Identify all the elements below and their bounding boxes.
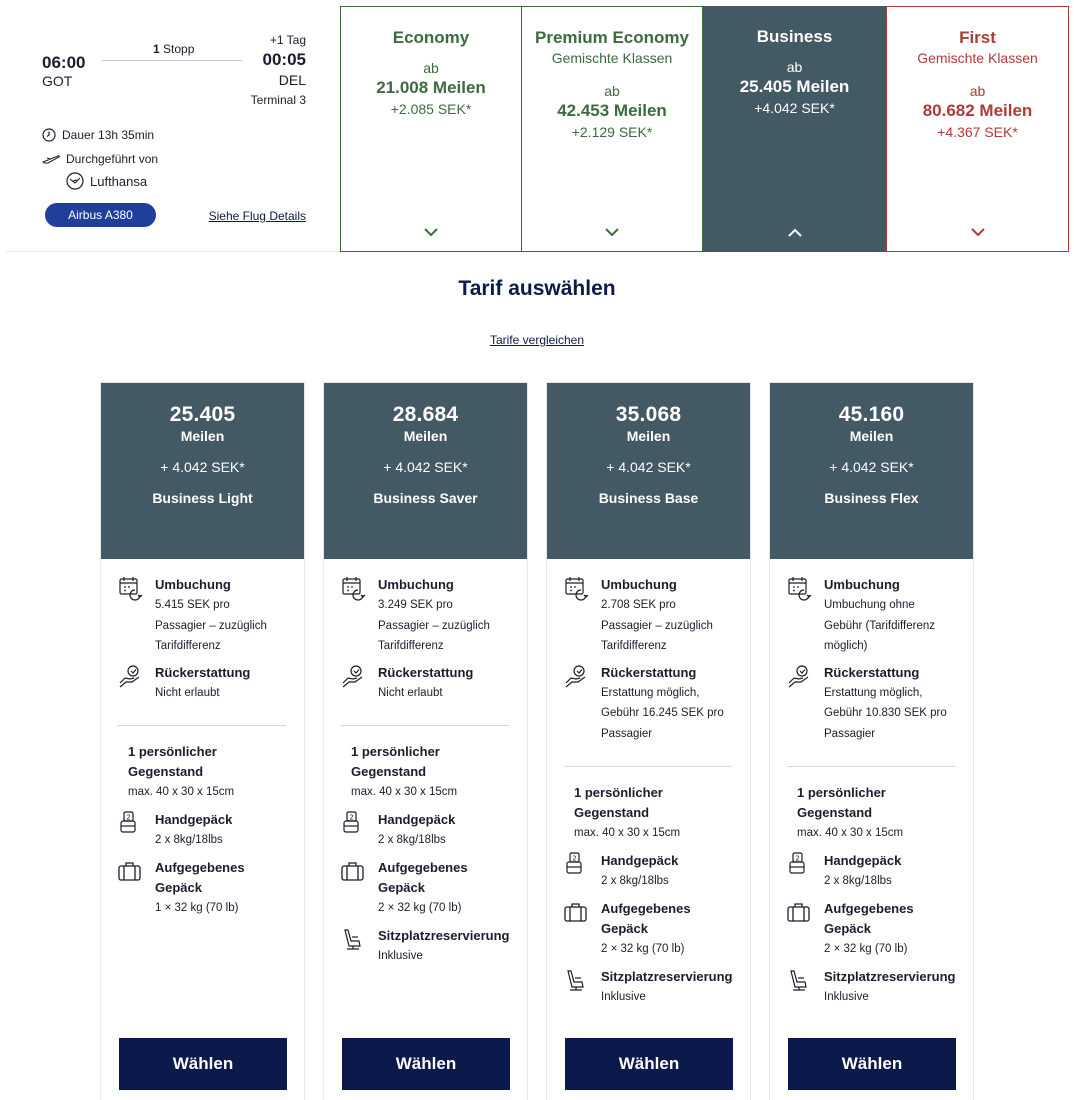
text-line: Aufgegebenes: [155, 860, 245, 875]
lufthansa-logo-icon: [66, 172, 84, 190]
text-line: Erstattung möglich,: [824, 686, 923, 699]
feature-title: Sitzplatzreservierung: [378, 928, 510, 943]
operated-by: [42, 152, 158, 166]
feature-desc: 2 x 8kg/18lbs: [155, 834, 223, 846]
fare-name: Business Saver: [373, 490, 478, 506]
text-line: Gepäck: [378, 880, 425, 895]
seat-icon: [564, 968, 588, 992]
feature-refund: [341, 663, 517, 704]
fare-sek: + 4.042 SEK*: [383, 459, 468, 475]
calendar-change-icon: [341, 575, 367, 601]
cabin-business[interactable]: [703, 6, 886, 252]
refund-hand-icon: [118, 663, 144, 689]
feature-title: [378, 858, 517, 898]
text-line: 1 persönlicher: [797, 785, 886, 800]
stops-text: Stopp: [163, 42, 195, 56]
feature-hand-baggage: [118, 810, 294, 850]
cabin-miles: 80.682 Meilen: [922, 101, 1033, 120]
feature-desc: Inklusive: [601, 991, 646, 1003]
feature-title: Sitzplatzreservierung: [824, 969, 956, 984]
text-line: Passagier – zuzüglich: [155, 619, 267, 632]
fare-name: Business Light: [152, 490, 253, 506]
flight-info: [6, 6, 340, 252]
flight-details-link[interactable]: Siehe Flug Details: [208, 209, 306, 223]
refund-hand-icon: [787, 663, 813, 689]
flight-row: [6, 6, 1069, 252]
feature-rebook: [787, 575, 963, 657]
text-line: Tarifdifferenz: [155, 640, 221, 652]
cabin-from: ab: [604, 83, 620, 99]
feature-rebook: [564, 575, 740, 657]
hand-baggage-icon: [118, 811, 142, 835]
fare-body: [770, 575, 973, 1007]
arrival-time: 00:05: [262, 50, 306, 69]
divider: [564, 766, 732, 767]
fare-header: [324, 383, 527, 559]
cabin-sek: +4.042 SEK*: [754, 100, 835, 116]
fare-card-business-saver: [323, 382, 528, 1100]
feature-desc: [155, 683, 294, 704]
fare-miles-unit: Meilen: [849, 428, 894, 444]
personal-item-title: [128, 742, 294, 782]
fare-miles-unit: Meilen: [626, 428, 671, 444]
text-line: 1 persönlicher: [574, 785, 663, 800]
arrival-airport: DEL: [278, 72, 306, 88]
cabin-from: ab: [969, 83, 986, 99]
feature-checked-baggage: [118, 858, 294, 918]
feature-seat-reservation: [564, 967, 740, 1007]
chevron-up-icon[interactable]: [788, 228, 802, 238]
divider: [341, 725, 509, 726]
text-line: Gebühr (Tarifdifferenz: [824, 619, 936, 632]
svg-text:2: 2: [795, 854, 800, 863]
feature-rebook: [341, 575, 517, 657]
text-line: Gebühr 16.245 SEK pro: [601, 707, 724, 719]
cabin-premium-economy[interactable]: [521, 6, 703, 252]
seat-icon: [341, 927, 365, 951]
feature-desc: [601, 595, 740, 657]
cabin-economy[interactable]: [340, 6, 522, 252]
route-line: [102, 60, 242, 61]
text-line: Aufgegebenes: [378, 860, 468, 875]
personal-item-title: [574, 783, 740, 823]
fare-body: [101, 575, 304, 918]
feature-title: Handgepäck: [155, 812, 233, 827]
compare-fares: [0, 333, 1074, 347]
personal-item-desc: max. 40 x 30 x 15cm: [574, 827, 681, 839]
airline-name: Lufthansa: [90, 173, 148, 189]
fare-sek: + 4.042 SEK*: [160, 459, 245, 475]
select-fare-button[interactable]: Wählen: [565, 1038, 733, 1090]
aircraft-badge[interactable]: Airbus A380: [45, 203, 156, 227]
fare-header: [547, 383, 750, 559]
calendar-change-icon: [118, 575, 144, 601]
refund-hand-icon: [341, 663, 367, 689]
feature-title: Rückerstattung: [824, 664, 920, 680]
feature-refund: [564, 663, 740, 745]
cabin-sek: +4.367 SEK*: [937, 124, 1018, 140]
hand-baggage-icon: [787, 852, 811, 876]
cabin-sek: +2.085 SEK*: [390, 101, 472, 117]
feature-title: [601, 899, 740, 939]
text-line: Gebühr 10.830 SEK pro: [824, 707, 947, 719]
text-line: Gepäck: [824, 921, 871, 936]
feature-title: [824, 899, 963, 939]
feature-desc: [824, 595, 963, 657]
stops-count: 1: [153, 42, 160, 56]
text-line: Aufgegebenes: [601, 901, 691, 916]
flight-duration: [42, 128, 154, 142]
feature-desc: 2 x 8kg/18lbs: [601, 875, 669, 887]
feature-title: Umbuchung: [155, 577, 231, 592]
cabin-name: Business: [756, 27, 833, 46]
fare-body: [547, 575, 750, 1007]
divider: [118, 725, 286, 726]
feature-desc: [601, 683, 740, 745]
feature-rebook: [118, 575, 294, 657]
feature-title: Handgepäck: [601, 853, 679, 868]
text-line: 3.249 SEK pro: [378, 599, 453, 611]
svg-text:2: 2: [126, 813, 131, 822]
select-fare-button[interactable]: Wählen: [342, 1038, 510, 1090]
feature-desc: 2 x 8kg/18lbs: [824, 875, 892, 887]
feature-desc: [824, 683, 963, 745]
select-fare-button[interactable]: Wählen: [788, 1038, 956, 1090]
feature-title: [155, 858, 294, 898]
suitcase-icon: [341, 859, 365, 883]
cabin-miles: 42.453 Meilen: [557, 101, 667, 120]
fare-sek: + 4.042 SEK*: [606, 459, 691, 475]
feature-desc: 2 × 32 kg (70 lb): [378, 902, 462, 914]
text-line: 1 persönlicher: [351, 744, 440, 759]
text-line: 2.708 SEK pro: [601, 599, 676, 611]
suitcase-icon: [564, 900, 588, 924]
seat-icon: [787, 968, 811, 992]
fare-miles: 25.405: [169, 403, 236, 426]
personal-item-title: [797, 783, 963, 823]
cabin-name: First: [959, 28, 996, 47]
clock-icon: [42, 128, 56, 142]
cabin-miles: 25.405 Meilen: [739, 77, 850, 96]
personal-item-title: [351, 742, 517, 782]
text-line: 5.415 SEK pro: [155, 599, 230, 611]
feature-desc: 2 × 32 kg (70 lb): [824, 943, 908, 955]
cabin-from: ab: [786, 59, 803, 75]
cabin-subtitle: Gemischte Klassen: [551, 50, 673, 66]
feature-desc: Inklusive: [824, 991, 869, 1003]
operated-by-text: Durchgeführt von: [66, 152, 159, 166]
fare-miles: 35.068: [615, 403, 682, 426]
text-line: Umbuchung ohne: [824, 599, 915, 611]
duration-text: Dauer 13h 35min: [62, 128, 155, 142]
feature-refund: [118, 663, 294, 704]
text-line: Erstattung möglich,: [601, 686, 700, 699]
feature-seat-reservation: [787, 967, 963, 1007]
fare-body: [324, 575, 527, 966]
cabin-name: Economy: [392, 28, 470, 47]
cabin-sek: +2.129 SEK*: [571, 124, 653, 140]
feature-desc: [155, 595, 294, 657]
hand-baggage-icon: [564, 852, 588, 876]
feature-desc: 2 x 8kg/18lbs: [378, 834, 446, 846]
fare-name: Business Base: [598, 490, 699, 506]
text-line: Gepäck: [155, 880, 202, 895]
fare-card-business-flex: [769, 382, 974, 1100]
fare-miles-unit: Meilen: [403, 428, 448, 444]
svg-text:2: 2: [349, 813, 354, 822]
calendar-change-icon: [564, 575, 590, 601]
feature-desc: Inklusive: [378, 950, 423, 962]
divider: [787, 766, 955, 767]
text-line: Gegenstand: [351, 764, 427, 779]
text-line: Tarifdifferenz: [378, 640, 444, 652]
feature-desc: [378, 595, 517, 657]
cabin-first[interactable]: [886, 6, 1069, 252]
fare-header: [101, 383, 304, 559]
plane-icon: [42, 153, 60, 165]
feature-title: Sitzplatzreservierung: [601, 969, 733, 984]
feature-desc: 1 × 32 kg (70 lb): [155, 902, 239, 914]
hand-baggage-icon: [341, 811, 365, 835]
text-line: Tarifdifferenz: [601, 640, 667, 652]
calendar-change-icon: [787, 575, 813, 601]
feature-checked-baggage: [341, 858, 517, 918]
feature-hand-baggage: [564, 851, 740, 891]
cabin-miles: 21.008 Meilen: [376, 78, 486, 97]
arrival-terminal: Terminal 3: [250, 93, 306, 107]
suitcase-icon: [118, 859, 142, 883]
feature-title: Umbuchung: [378, 577, 454, 592]
feature-hand-baggage: [787, 851, 963, 891]
text-line: Passagier – zuzüglich: [601, 619, 713, 632]
suitcase-icon: [787, 900, 811, 924]
fare-miles: 45.160: [838, 403, 905, 426]
cabin-from: ab: [423, 60, 439, 76]
text-line: Passagier: [824, 727, 876, 740]
personal-item-desc: max. 40 x 30 x 15cm: [797, 827, 904, 839]
chevron-down-icon[interactable]: [971, 227, 985, 237]
departure-airport: GOT: [42, 73, 73, 89]
feature-title: Umbuchung: [601, 577, 677, 592]
fare-miles: 28.684: [392, 403, 459, 426]
text-line: Nicht erlaubt: [378, 686, 443, 699]
fare-miles-unit: Meilen: [180, 428, 225, 444]
feature-title: Rückerstattung: [155, 664, 251, 680]
feature-title: Umbuchung: [824, 577, 900, 592]
fare-header: [770, 383, 973, 559]
text-line: Gegenstand: [797, 805, 873, 820]
cabin-name: Premium Economy: [535, 28, 689, 47]
text-line: Gegenstand: [128, 764, 204, 779]
chevron-down-icon[interactable]: [605, 227, 619, 237]
text-line: Aufgegebenes: [824, 901, 914, 916]
feature-checked-baggage: [564, 899, 740, 959]
refund-hand-icon: [564, 663, 590, 689]
fare-card-business-base: [546, 382, 751, 1100]
fare-card-business-light: [100, 382, 305, 1100]
chevron-down-icon[interactable]: [424, 227, 438, 237]
cabin-subtitle: Gemischte Klassen: [917, 50, 1038, 66]
text-line: möglich): [824, 640, 868, 652]
fare-name: Business Flex: [824, 490, 919, 506]
tarif-title: Tarif auswählen: [458, 277, 616, 300]
text-line: Gepäck: [601, 921, 648, 936]
feature-desc: 2 × 32 kg (70 lb): [601, 943, 685, 955]
personal-item-desc: max. 40 x 30 x 15cm: [128, 786, 235, 798]
text-line: Passagier – zuzüglich: [378, 619, 490, 632]
feature-refund: [787, 663, 963, 745]
fare-sek: + 4.042 SEK*: [829, 459, 914, 475]
stops-label: [153, 42, 194, 56]
text-line: Nicht erlaubt: [155, 686, 220, 699]
text-line: 1 persönlicher: [128, 744, 217, 759]
feature-seat-reservation: [341, 926, 517, 966]
feature-checked-baggage: [787, 899, 963, 959]
feature-desc: [378, 683, 517, 704]
text-line: Gegenstand: [574, 805, 650, 820]
feature-title: Handgepäck: [378, 812, 456, 827]
departure-time: 06:00: [42, 53, 86, 72]
svg-text:2: 2: [572, 854, 577, 863]
feature-hand-baggage: [341, 810, 517, 850]
feature-title: Rückerstattung: [601, 664, 697, 680]
plus-day-badge: +1 Tag: [269, 33, 306, 47]
select-fare-button[interactable]: Wählen: [119, 1038, 287, 1090]
feature-title: Rückerstattung: [378, 664, 474, 680]
airline: [66, 172, 147, 190]
text-line: Passagier: [601, 727, 653, 740]
feature-title: Handgepäck: [824, 853, 902, 868]
compare-fares-link[interactable]: Tarife vergleichen: [489, 333, 585, 347]
personal-item-desc: max. 40 x 30 x 15cm: [351, 786, 458, 798]
